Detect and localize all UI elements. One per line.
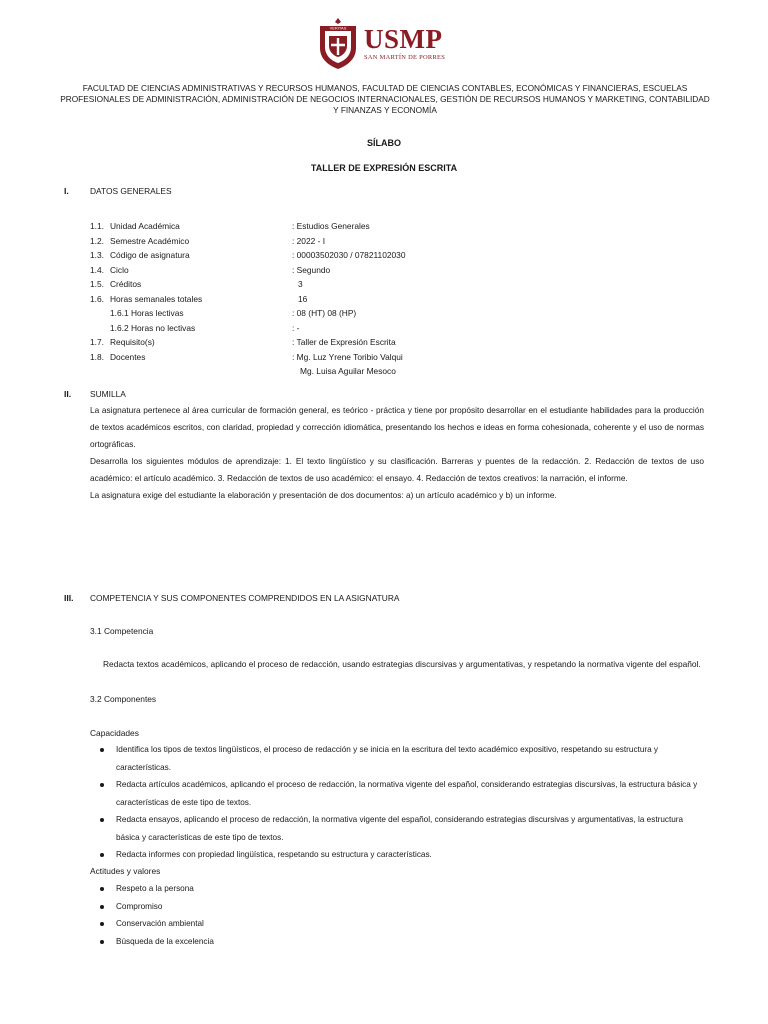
- list-item: Redacta informes con propiedad lingüística, respetando su estructura y características.: [100, 846, 704, 864]
- general-data-row: 1.3. Código de asignatura : 00003502030 / 07821102030: [90, 250, 406, 260]
- section-3-number: III.: [64, 593, 74, 603]
- general-data-row: 1.6.1 Horas lectivas : 08 (HT) 08 (HP): [110, 308, 357, 318]
- general-data-row: 1.7. Requisito(s) : Taller de Expresión Escrita: [90, 337, 396, 347]
- list-item: Respeto a la persona: [100, 880, 704, 898]
- course-title: TALLER DE EXPRESIÓN ESCRITA: [310, 163, 458, 173]
- general-data-row: 1.4. Ciclo : Segundo: [90, 264, 331, 275]
- sumilla-paragraph: La asignatura pertenece al área curricular de formación general, es teórico - práctica y tiene por propósito desarrollar en el estudiante habilidades para la producción de textos académicos escritos, con claridad, propiedad y corrección idiomática, presentando los hechos e ideas en forma cohesionada, coherente y el uso de normas ortográficas.: [90, 405, 704, 449]
- section-1-number: I.: [64, 186, 69, 196]
- bullet-icon: [100, 922, 104, 926]
- sumilla-paragraph: La asignatura exige del estudiante la elaboración y presentación de dos documentos: a) un artículo académico y b) un informe.: [90, 490, 557, 500]
- general-data-row: 1.6. Horas semanales totales 16: [90, 293, 308, 304]
- componentes-heading: 3.2 Componentes: [90, 694, 157, 704]
- capacidades-heading: Capacidades: [90, 728, 139, 738]
- sumilla-text: [90, 402, 704, 504]
- general-data-row: 1.2. Semestre Académico : 2022 - I: [90, 235, 326, 246]
- logo-subtitle: SAN MARTÍN DE PORRES: [364, 54, 446, 61]
- general-data-row: 1.8. Docentes : Mg. Luz Yrene Toribio Valqui: [90, 351, 403, 362]
- general-data-row: 1.1. Unidad Académica : Estudios Generales: [90, 221, 370, 231]
- bullet-icon: [100, 748, 104, 752]
- bullet-icon: [100, 853, 104, 857]
- list-item: Conservación ambiental: [100, 915, 704, 933]
- bullet-icon: [100, 940, 104, 944]
- sumilla-paragraph: Desarrolla los siguientes módulos de aprendizaje: 1. El texto lingüístico y su clasificación. Barreras y puentes de la redacción. 2. Redacción de textos de uso académico: el artículo académico. 3. Redacción de textos de uso académico: el ensayo. 4. Redacción de textos creativos: la narración, el informe.: [90, 456, 704, 483]
- bullet-icon: [100, 887, 104, 891]
- university-logo: [316, 16, 456, 70]
- section-2-title: SUMILLA: [90, 389, 126, 399]
- general-data-row: 1.5. Créditos 3: [90, 279, 303, 289]
- university-seal-icon: [316, 16, 360, 70]
- competencia-heading: 3.1 Competencia: [90, 626, 154, 636]
- list-item: Identifica los tipos de textos lingüísticos, el proceso de redacción y se inicia en la escritura del texto académico expositivo, respetando su estructura y características.: [100, 741, 704, 776]
- general-data-row: Mg. Luisa Aguilar Mesoco: [300, 366, 396, 376]
- list-item: Compromiso: [100, 898, 704, 916]
- general-data-table: [90, 219, 590, 379]
- bullet-icon: [100, 905, 104, 909]
- list-item: Redacta artículos académicos, aplicando el proceso de redacción, la normativa vigente del español, considerando estrategias discursivas, la estructura básica y características de este tipo de textos.: [100, 776, 704, 811]
- list-item: Búsqueda de la excelencia: [100, 933, 704, 951]
- section-3-title: COMPETENCIA Y SUS COMPONENTES COMPRENDIDOS EN LA ASIGNATURA: [90, 593, 400, 603]
- bullet-icon: [100, 818, 104, 822]
- actitudes-heading: Actitudes y valores: [90, 866, 161, 876]
- capacidades-list: [100, 741, 704, 864]
- actitudes-list: [100, 880, 704, 950]
- svg-text:VERITAS: VERITAS: [329, 25, 347, 31]
- logo-name: USMP: [364, 24, 443, 54]
- general-data-row: 1.6.2 Horas no lectivas : -: [110, 322, 300, 333]
- section-1-title: DATOS GENERALES: [90, 186, 172, 196]
- faculties-header: FACULTAD DE CIENCIAS ADMINISTRATIVAS Y RECURSOS HUMANOS, FACULTAD DE CIENCIAS CONTABLES, ECONÓMICAS Y FINANCIERAS, ESCUELAS PROFESIONALES DE ADMINISTRACIÓN, ADMINISTRACIÓN DE NEGOCIOS INTERNACIONALES, GESTIÓN DE RECURSOS HUMANOS Y MARKETING, CONTABILIDAD Y FINANZAS Y ECONOMÍA: [60, 83, 710, 115]
- section-2-number: II.: [64, 389, 72, 399]
- competencia-text: Redacta textos académicos, aplicando el proceso de redacción, usando estrategias discursivas y argumentativas, y respetando la normativa vigente del español.: [103, 659, 701, 669]
- doc-type-title: SÍLABO: [366, 138, 401, 148]
- list-item: Redacta ensayos, aplicando el proceso de redacción, la normativa vigente del español, considerando estrategias discursivas y argumentativas, la estructura básica y características de este tipo de textos.: [100, 811, 704, 846]
- bullet-icon: [100, 783, 104, 787]
